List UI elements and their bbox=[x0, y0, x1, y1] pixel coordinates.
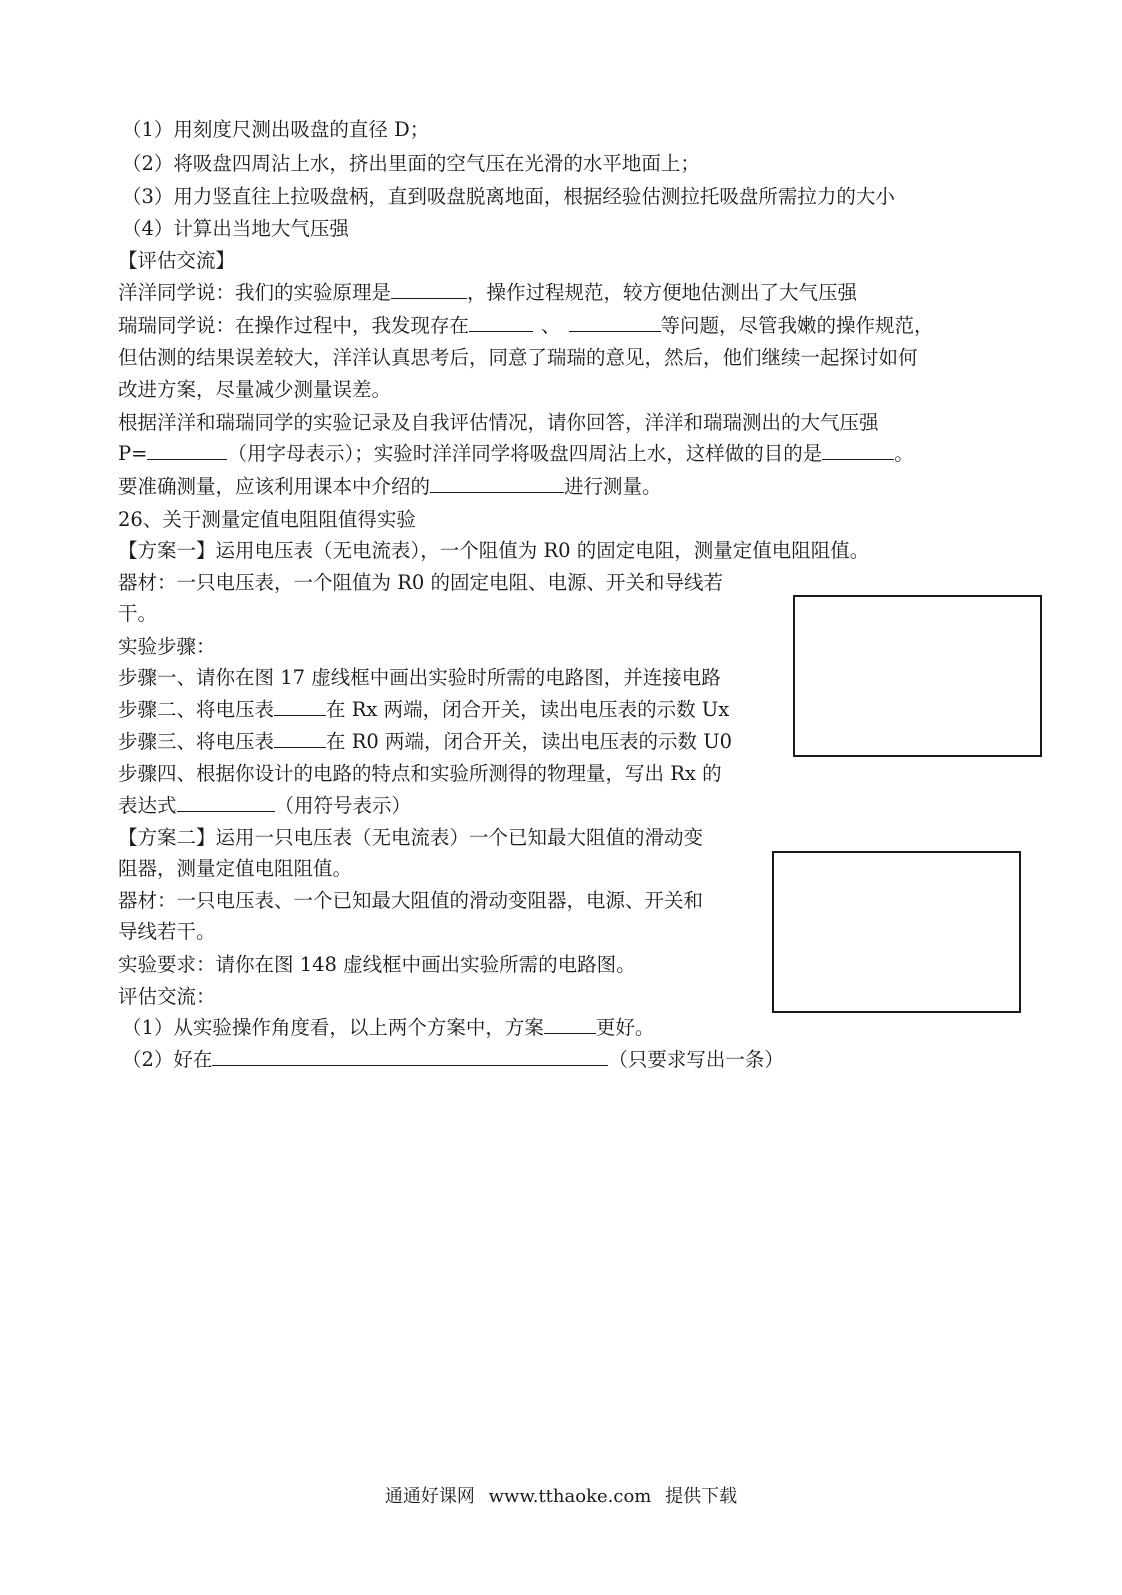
plan2-equip-line2: 导线若干。 bbox=[118, 920, 216, 943]
plan1-step2 bbox=[118, 695, 729, 725]
step2-text-a: 步骤二、将电压表 bbox=[118, 698, 275, 721]
plan1-step3 bbox=[118, 727, 732, 757]
blank-connect-rx bbox=[274, 695, 326, 716]
blank-problem-1 bbox=[469, 311, 533, 332]
q2-text-a: （2）好在 bbox=[122, 1048, 213, 1071]
plan2-eval-label: 评估交流： bbox=[118, 985, 216, 1008]
plan1-equip-line2: 干。 bbox=[118, 602, 158, 625]
blank-connect-r0 bbox=[274, 727, 326, 748]
eval-heading: 【评估交流】 bbox=[118, 249, 236, 272]
plan1-equip-line1: 器材：一只电压表，一个阻值为 R0 的固定电阻、电源、开关和导线若 bbox=[118, 571, 723, 594]
blank-principle bbox=[391, 278, 467, 299]
footer-site: 通通好课网 bbox=[384, 1486, 475, 1507]
plan1-title: 【方案一】运用电压表（无电流表），一个阻值为 R0 的固定电阻，测量定值电阻阻值。 bbox=[118, 539, 870, 562]
blank-advantage bbox=[212, 1045, 608, 1066]
plan2-circuit-box bbox=[772, 851, 1021, 1013]
blank-expression bbox=[177, 791, 275, 812]
expr-text-b: （用符号表示） bbox=[274, 794, 412, 817]
blank-purpose bbox=[822, 439, 894, 460]
plan1-step1: 步骤一、请你在图 17 虚线框中画出实验时所需的电路图，并连接电路 bbox=[118, 666, 721, 689]
yang-text-b: ，操作过程规范，较方便地估测出了大气压强 bbox=[467, 281, 858, 304]
blank-instrument bbox=[430, 472, 564, 493]
para1-line3: 改进方案，尽量减少测量误差。 bbox=[118, 378, 392, 401]
step2-text-b: 在 Rx 两端，闭合开关，读出电压表的示数 Ux bbox=[326, 698, 730, 721]
plan1-expr bbox=[118, 791, 411, 821]
plan1-steps-label: 实验步骤： bbox=[118, 635, 216, 658]
plan2-equip-line1: 器材：一只电压表、一个已知最大阻值的滑动变阻器，电源、开关和 bbox=[118, 889, 704, 912]
q1-text-b: 更好。 bbox=[595, 1016, 655, 1039]
step3-text-a: 步骤三、将电压表 bbox=[118, 730, 275, 753]
measure-line bbox=[118, 472, 662, 502]
plan2-q1 bbox=[122, 1013, 654, 1043]
blank-better-plan bbox=[544, 1013, 596, 1034]
footer-note: 提供下载 bbox=[665, 1486, 738, 1507]
plan1-step4: 步骤四、根据你设计的电路的特点和实验所测得的物理量，写出 Rx 的 bbox=[118, 762, 722, 785]
rui-sep: 、 bbox=[541, 314, 561, 337]
p-text-c: 。 bbox=[894, 442, 914, 465]
measure-text-b: 进行测量。 bbox=[564, 475, 662, 498]
plan2-q2 bbox=[122, 1045, 784, 1075]
measure-text-a: 要准确测量，应该利用课本中介绍的 bbox=[118, 475, 431, 498]
q2-text-b: （只要求写出一条） bbox=[608, 1048, 784, 1071]
expr-text-a: 表达式 bbox=[118, 794, 177, 817]
step-1: （1）用刻度尺测出吸盘的直径 D； bbox=[122, 118, 430, 141]
plan2-title-line1: 【方案二】运用一只电压表（无电流表）一个已知最大阻值的滑动变 bbox=[118, 826, 704, 849]
plan1-circuit-box bbox=[793, 595, 1042, 757]
q1-text-a: （1）从实验操作角度看，以上两个方案中，方案 bbox=[122, 1016, 544, 1039]
yang-line bbox=[118, 278, 857, 308]
rui-text-a: 瑞瑞同学说：在操作过程中，我发现存在 bbox=[118, 314, 470, 337]
blank-pressure bbox=[147, 439, 227, 460]
p-text-a: P= bbox=[118, 442, 148, 465]
para1-line2: 但估测的结果误差较大，洋洋认真思考后，同意了瑞瑞的意见，然后，他们继续一起探讨如何 bbox=[118, 346, 918, 369]
plan2-requirement: 实验要求：请你在图 148 虚线框中画出实验所需的电路图。 bbox=[118, 953, 636, 976]
step-4: （4）计算出当地大气压强 bbox=[122, 217, 349, 240]
step-2: （2）将吸盘四周沾上水，挤出里面的空气压在光滑的水平地面上； bbox=[122, 152, 700, 175]
question-26: 26、关于测量定值电阻阻值得实验 bbox=[118, 508, 416, 531]
step-3: （3）用力竖直往上拉吸盘柄，直到吸盘脱离地面，根据经验估测拉托吸盘所需拉力的大小 bbox=[122, 185, 895, 208]
p-line bbox=[118, 439, 914, 469]
step3-text-b: 在 R0 两端，闭合开关，读出电压表的示数 U0 bbox=[326, 730, 733, 753]
para2-line1: 根据洋洋和瑞瑞同学的实验记录及自我评估情况，请你回答，洋洋和瑞瑞测出的大气压强 bbox=[118, 411, 879, 434]
blank-problem-2 bbox=[569, 311, 661, 332]
plan2-title-line2: 阻器，测量定值电阻阻值。 bbox=[118, 857, 353, 880]
footer-url[interactable]: www.tthaoke.com bbox=[488, 1486, 652, 1507]
footer bbox=[0, 1484, 1122, 1510]
rui-line bbox=[118, 311, 934, 341]
yang-text-a: 洋洋同学说：我们的实验原理是 bbox=[118, 281, 392, 304]
p-text-b: （用字母表示）；实验时洋洋同学将吸盘四周沾上水，这样做的目的是 bbox=[227, 442, 823, 465]
rui-text-b: 等问题，尽管我嫩的操作规范， bbox=[660, 314, 934, 337]
